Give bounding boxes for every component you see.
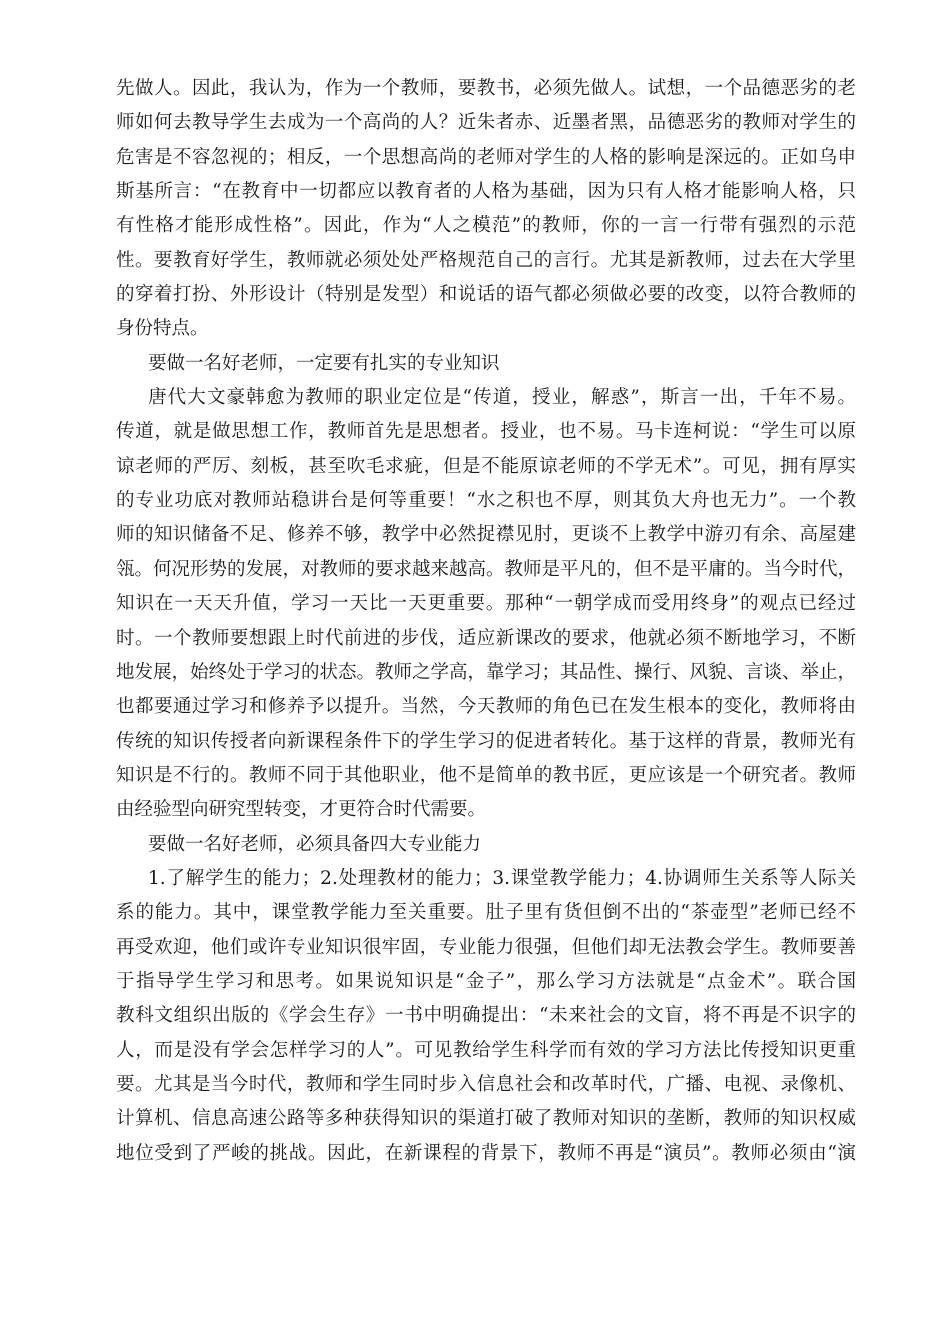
text-line: 要。尤其是当今时代，教师和学生同时步入信息社会和改革时代，广播、电视、录像机、 [116, 1073, 856, 1095]
text-line: 于指导学生学习和思考。如果说知识是“金子”，那么学习方法就是“点金术”。联合国 [116, 970, 856, 992]
text-line: 传道，就是做思想工作，教师首先是思想者。授业，也不易。马卡连柯说：“学生可以原 [116, 421, 856, 443]
text-line: 教科文组织出版的《学会生存》一书中明确提出：“未来社会的文盲，将不再是不识字的 [116, 1005, 856, 1027]
section-heading: 要做一名好老师，一定要有扎实的专业知识 [148, 352, 500, 374]
text-line: 再受欢迎，他们或许专业知识很牢固，专业能力很强，但他们却无法教会学生。教师要善 [116, 936, 856, 958]
text-line: 地发展，始终处于学习的状态。教师之学高，靠学习；其品性、操行、风貌、言谈、举止， [116, 661, 856, 683]
text-line: 知识是不行的。教师不同于其他职业，他不是简单的教书匠，更应该是一个研究者。教师 [116, 764, 856, 786]
section-heading: 要做一名好老师，必须具备四大专业能力 [148, 833, 482, 855]
text-line: 1.了解学生的能力；2.处理教材的能力；3.课堂教学能力；4.协调师生关系等人际关 [148, 867, 856, 889]
text-line: 的专业功底对教师站稳讲台是何等重要！“水之积也不厚，则其负大舟也无力”。一个教 [116, 490, 856, 512]
text-line: 计算机、信息高速公路等多种获得知识的渠道打破了教师对知识的垄断，教师的知识权威 [116, 1108, 856, 1130]
text-line: 师的知识储备不足、修养不够，教学中必然捉襟见肘，更谈不上教学中游刃有余、高屋建 [116, 524, 856, 546]
body-text [116, 72, 856, 1171]
text-line: 地位受到了严峻的挑战。因此，在新课程的背景下，教师不再是“演员”。教师必须由“演 [116, 1142, 856, 1164]
text-line: 斯基所言：“在教育中一切都应以教育者的人格为基础，因为只有人格才能影响人格，只 [116, 181, 856, 203]
text-line: 传统的知识传授者向新课程条件下的学生学习的促进者转化。基于这样的背景，教师光有 [116, 730, 856, 752]
text-line: 瓴。何况形势的发展，对教师的要求越来越高。教师是平凡的，但不是平庸的。当今时代， [116, 558, 856, 580]
text-line: 性。要教育好学生，教师就必须处处严格规范自己的言行。尤其是新教师，过去在大学里 [116, 249, 856, 271]
text-line: 也都要通过学习和修养予以提升。当然，今天教师的角色已在发生根本的变化，教师将由 [116, 696, 856, 718]
text-line: 系的能力。其中，课堂教学能力至关重要。肚子里有货但倒不出的“茶壶型”老师已经不 [116, 902, 856, 924]
text-line: 师如何去教导学生去成为一个高尚的人？近朱者赤、近墨者黑，品德恶劣的教师对学生的 [116, 112, 856, 134]
text-line: 唐代大文豪韩愈为教师的职业定位是“传道，授业，解惑”，斯言一出，千年不易。 [148, 387, 856, 409]
text-line: 时。一个教师要想跟上时代前进的步伐，适应新课改的要求，他就必须不断地学习，不断 [116, 627, 856, 649]
text-line: 先做人。因此，我认为，作为一个教师，要教书，必须先做人。试想，一个品德恶劣的老 [116, 78, 856, 99]
text-line: 的穿着打扮、外形设计（特别是发型）和说话的语气都必须做必要的改变，以符合教师的 [116, 284, 856, 306]
text-line: 身份特点。 [116, 318, 209, 340]
text-line: 谅老师的严厉、刻板，甚至吹毛求疵，但是不能原谅老师的不学无术”。可见，拥有厚实 [116, 455, 856, 477]
text-line: 人，而是没有学会怎样学习的人”。可见教给学生科学而有效的学习方法比传授知识更重 [116, 1039, 856, 1061]
text-line: 危害是不容忽视的；相反，一个思想高尚的老师对学生的人格的影响是深远的。正如乌申 [116, 146, 856, 168]
text-line: 知识在一天天升值，学习一天比一天更重要。那种“一朝学成而受用终身”的观点已经过 [116, 593, 856, 615]
text-line: 有性格才能形成性格”。因此，作为“人之模范”的教师，你的一言一行带有强烈的示范 [116, 215, 856, 237]
text-line: 由经验型向研究型转变，才更符合时代需要。 [116, 799, 487, 821]
